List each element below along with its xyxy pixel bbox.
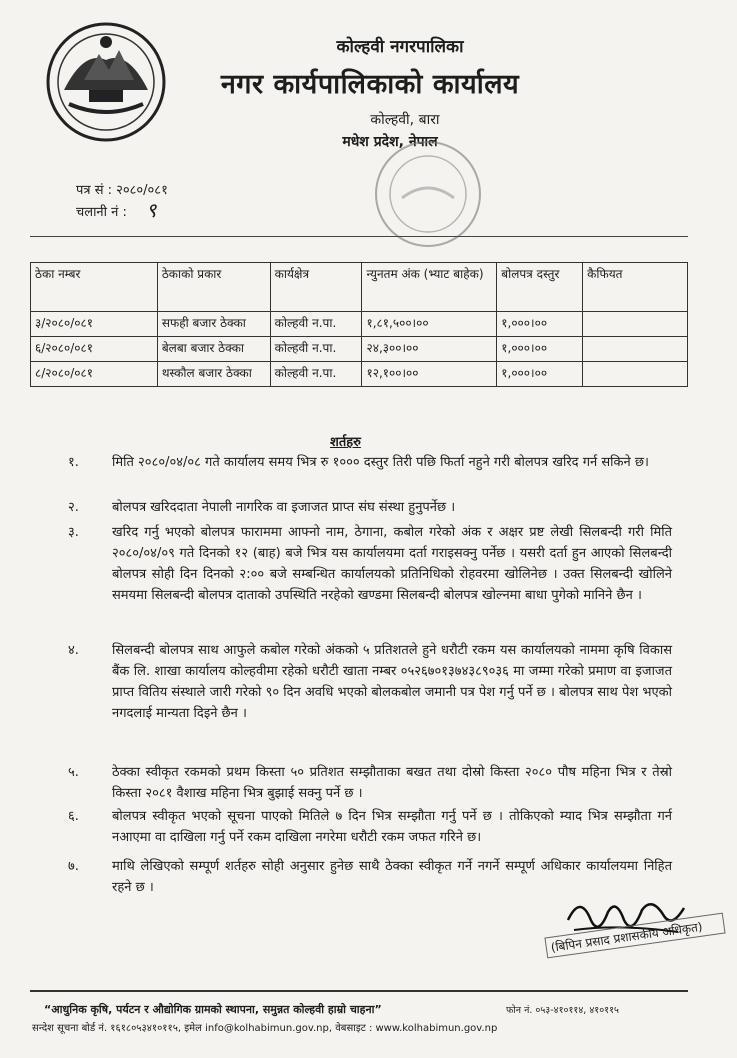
table-cell: ६/२०८०/०८१ xyxy=(31,337,158,362)
term-text: खरिद गर्नु भएको बोलपत्र फाराममा आफ्नो नाम, ठेगाना, कबोल गरेको अंक र अक्षर प्रष्ट लेखी सिलबन्दी गरी मिति २०८०/०४/०९ गते दिनको १२ (बाह) बजे भित्र यस कार्यालयमा दर्ता गराइसक्नु पर्नेछ । यसरी दर्ता हुन आएको सिलबन्दी बोलपत्र सोही दिन दिनको २:०० बजे सम्बन्धित कार्यालयको प्रतिनिधिको रोहवरमा खोलिनेछ । उक्त सिलबन्दी खोलिने समयमा सिलबन्दी बोलपत्र दाताको उपस्थिति नरहेको खण्डमा सिलबन्दी बोलपत्र खोल्नमा बाधा पुगेको मानिने छैन । xyxy=(112,525,672,603)
header-divider xyxy=(30,236,688,237)
municipality-name: कोल्हवी नगरपालिका xyxy=(336,37,464,57)
term-number: ४. xyxy=(68,643,79,658)
table-header-row xyxy=(31,263,688,312)
col-remarks: कैफियत xyxy=(583,263,688,312)
table-row xyxy=(31,362,688,387)
table-cell: कोल्हवी न.पा. xyxy=(270,362,362,387)
term-text: ठेक्का स्वीकृत रकमको प्रथम किस्ता ५० प्रतिशत सम्झौताका बखत तथा दोस्रो किस्ता २०८० पौष महिना भित्र र तेस्रो किस्ता २०८१ वैशाख महिना भित्र बुझाई सक्नु पर्ने छ । xyxy=(112,765,672,801)
footer-divider xyxy=(30,990,688,992)
table-row xyxy=(31,312,688,337)
col-area: कार्यक्षेत्र xyxy=(270,263,362,312)
term-number: ५. xyxy=(68,765,79,780)
term-number: ७. xyxy=(68,859,79,874)
term-text: बोलपत्र स्वीकृत भएको सूचना पाएको मितिले ७ दिन भित्र सम्झौता गर्नु पर्ने छ । तोकिएको म्याद भित्र सम्झौता गर्न नआएमा वा दाखिला गर्नु पर्ने रकम दाखिला नगरेमा धरौटी रकम जफत गरिने छ। xyxy=(112,809,672,845)
table-row xyxy=(31,337,688,362)
footer-phone: फोन नं. ०५३-४१०११४, ४१०११५ xyxy=(506,1005,619,1016)
term-text: मिति २०८०/०४/०८ गते कार्यालय समय भित्र रु १००० दस्तुर तिरी पछि फिर्ता नहुने गरी बोलपत्र खरिद गर्न सकिने छ। xyxy=(112,455,649,470)
table-cell: ३/२०८०/०८१ xyxy=(31,312,158,337)
table-cell: थस्कौल बजार ठेक्का xyxy=(157,362,270,387)
tender-table xyxy=(30,262,688,387)
col-contract-number: ठेका नम्बर xyxy=(31,263,158,312)
office-stamp xyxy=(372,138,484,250)
table-cell: सफही बजार ठेक्का xyxy=(157,312,270,337)
term-number: १. xyxy=(68,455,79,470)
dispatch-number: ९ xyxy=(146,198,157,222)
term-number: ६. xyxy=(68,809,79,824)
table-cell: १,०००।०० xyxy=(497,337,583,362)
table-cell: १,०००।०० xyxy=(497,362,583,387)
table-cell xyxy=(583,362,688,387)
term-text: सिलबन्दी बोलपत्र साथ आफुले कबोल गरेको अंकको ५ प्रतिशतले हुने धरौटी रकम यस कार्यालयको नाममा कृषि विकास बैंक लि. शाखा कार्यालय कोल्हवीमा रहेको धरौटी खाता नम्बर ०५२६७०१३७४३८९०३६ मा जम्मा गरेको प्रमाण वा इजाजत प्राप्त वितिय संस्थाले जारी गरेको ९० दिन अवधि भएको बोलकबोल जमानी पत्र पेश गर्नु पर्ने छ । बोलपत्र साथ पेश भएको नगदलाई मान्यता दिइने छैन । xyxy=(112,643,672,721)
table-cell: कोल्हवी न.पा. xyxy=(270,312,362,337)
col-minimum-amount: न्युनतम अंक (भ्याट बाहेक) xyxy=(362,263,497,312)
footer-slogan: “आधुनिक कृषि, पर्यटन र औद्योगिक ग्रामको स्थापना, समुन्नत कोल्हवी हाम्रो चाहना” xyxy=(44,1003,382,1016)
reference-number: पत्र सं : २०८०/०८१ xyxy=(76,183,168,198)
province-address: मधेश प्रदेश, नेपाल xyxy=(342,134,438,150)
term-text: बोलपत्र खरिददाता नेपाली नागरिक वा इजाजत प्राप्त संघ संस्था हुनुपर्नेछ । xyxy=(112,500,456,515)
place-address: कोल्हवी, बारा xyxy=(370,112,440,128)
term-number: २. xyxy=(68,500,79,515)
table-cell: २४,३००।०० xyxy=(362,337,497,362)
footer-contact: सन्देश सूचना बोर्ड नं. १६१८०५३४१०११५, इमेल info@kolhabimun.gov.np, वेबसाइट : www.kolhabimun.gov.np xyxy=(32,1023,498,1034)
col-contract-type: ठेकाको प्रकार xyxy=(157,263,270,312)
term-number: ३. xyxy=(68,525,79,540)
terms-heading: शर्तहरु xyxy=(330,435,361,450)
table-cell xyxy=(583,312,688,337)
col-tender-fee: बोलपत्र दस्तुर xyxy=(497,263,583,312)
table-cell: कोल्हवी न.पा. xyxy=(270,337,362,362)
dispatch-label: चलानी नं : xyxy=(76,205,127,220)
nepal-emblem-icon xyxy=(44,20,168,144)
officer-designation: (बिपिन प्रसाद प्रशासकीय अधिकृत) xyxy=(544,913,725,959)
office-name: नगर कार्यपालिकाको कार्यालय xyxy=(220,69,520,100)
table-cell: १,०००।०० xyxy=(497,312,583,337)
table-cell: १,८१,५००।०० xyxy=(362,312,497,337)
table-cell: ८/२०८०/०८१ xyxy=(31,362,158,387)
table-cell: बेलबा बजार ठेक्का xyxy=(157,337,270,362)
table-cell xyxy=(583,337,688,362)
table-cell: १२,१००।०० xyxy=(362,362,497,387)
term-text: माथि लेखिएको सम्पूर्ण शर्तहरु सोही अनुसार हुनेछ साथै ठेक्का स्वीकृत गर्ने नगर्ने सम्पूर्ण अधिकार कार्यालयमा निहित रहने छ । xyxy=(112,859,672,895)
